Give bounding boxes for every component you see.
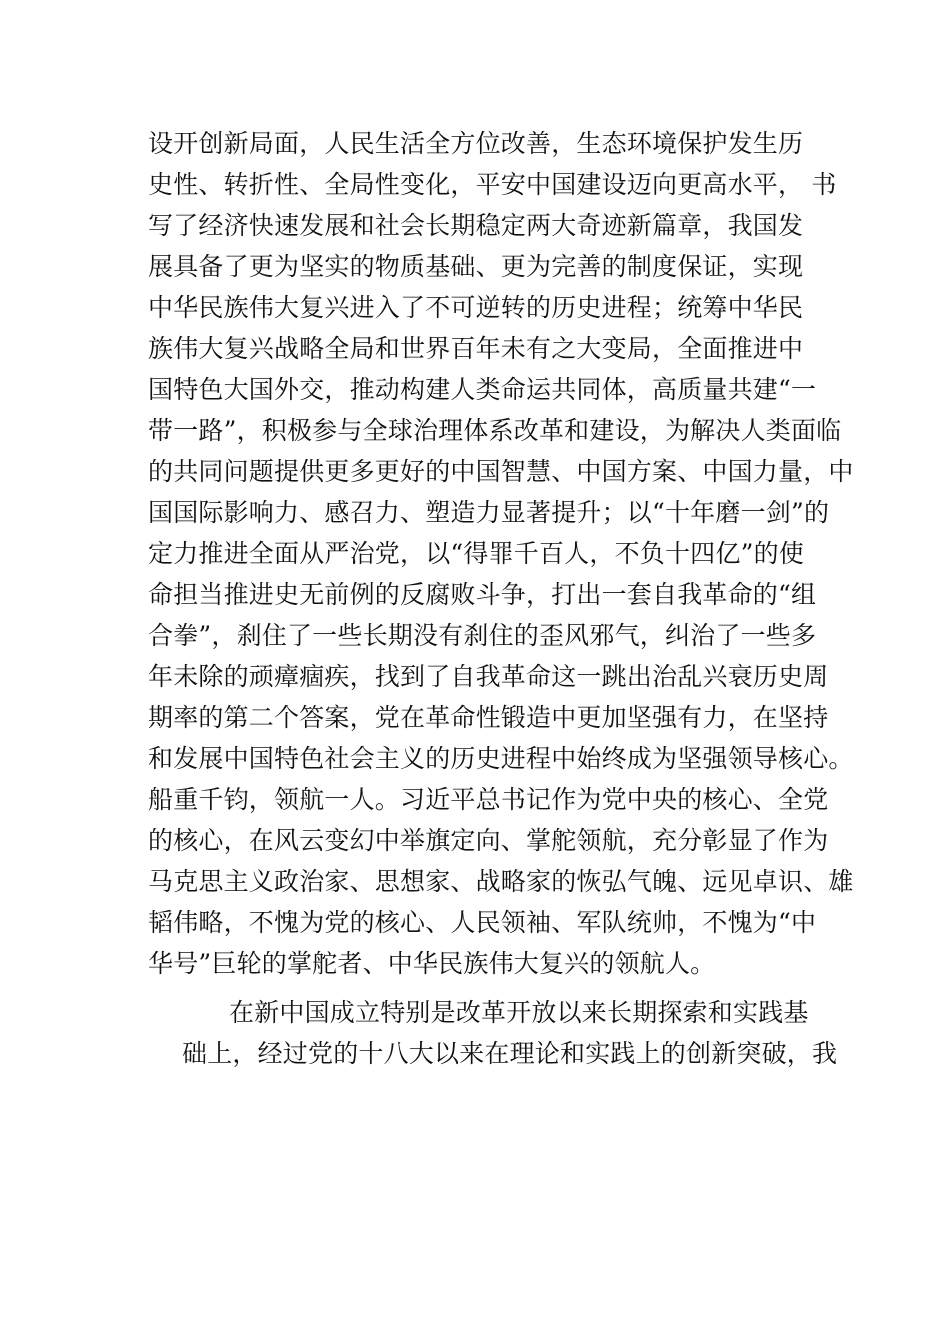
paragraph-first-line: 在新中国成立特别是改革开放以来长期探索和实践基 bbox=[229, 998, 809, 1027]
text-line: 年未除的顽瘴痼疾，找到了自我革命这一跳出治乱兴衰历史周 bbox=[148, 662, 829, 691]
text-line: 设开创新局面，人民生活全方位改善，生态环境保护发生历 bbox=[148, 129, 804, 158]
text-line: 华号”巨轮的掌舵者、中华民族伟大复兴的领航人。 bbox=[148, 949, 716, 978]
text-line: 史性、转折性、全局性变化，平安中国建设迈向更高水平， 书 bbox=[148, 170, 837, 199]
text-line: 马克思主义政治家、思想家、战略家的恢弘气魄、远见卓识、雄 bbox=[148, 867, 854, 896]
text-line: 展具备了更为坚实的物质基础、更为完善的制度保证，实现 bbox=[148, 252, 804, 281]
text-line: 带一路”，积极参与全球治理体系改革和建设，为解决人类面临 bbox=[148, 416, 842, 445]
text-line: 写了经济快速发展和社会长期稳定两大奇迹新篇章，我国发 bbox=[148, 211, 804, 240]
text-line: 合拳”，刹住了一些长期没有刹住的歪风邪气，纠治了一些多 bbox=[148, 621, 817, 650]
text-line: 定力推进全面从严治党，以“得罪千百人，不负十四亿”的使 bbox=[148, 539, 804, 568]
text-line: 国国际影响力、感召力、塑造力显著提升；以“十年磨一剑”的 bbox=[148, 498, 830, 527]
text-line: 韬伟略，不愧为党的核心、人民领袖、军队统帅，不愧为“中 bbox=[148, 908, 817, 937]
text-line: 的核心，在风云变幻中举旗定向、掌舵领航，充分彰显了作为 bbox=[148, 826, 829, 855]
text-line: 础上，经过党的十八大以来在理论和实践上的创新突破，我 bbox=[182, 1039, 838, 1068]
text-line: 命担当推进史无前例的反腐败斗争，打出一套自我革命的“组 bbox=[148, 580, 817, 609]
text-line: 期率的第二个答案，党在革命性锻造中更加坚强有力，在坚持 bbox=[148, 703, 829, 732]
text-line: 国特色大国外交，推动构建人类命运共同体，高质量共建“一 bbox=[148, 375, 817, 404]
text-line: 和发展中国特色社会主义的历史进程中始终成为坚强领导核心。 bbox=[148, 744, 854, 773]
text-line: 族伟大复兴战略全局和世界百年未有之大变局，全面推进中 bbox=[148, 334, 804, 363]
text-line: 的共同问题提供更多更好的中国智慧、中国方案、中国力量，中 bbox=[148, 457, 854, 486]
text-line: 中华民族伟大复兴进入了不可逆转的历史进程；统筹中华民 bbox=[148, 293, 804, 322]
text-line: 船重千钧，领航一人。习近平总书记作为党中央的核心、全党 bbox=[148, 785, 829, 814]
